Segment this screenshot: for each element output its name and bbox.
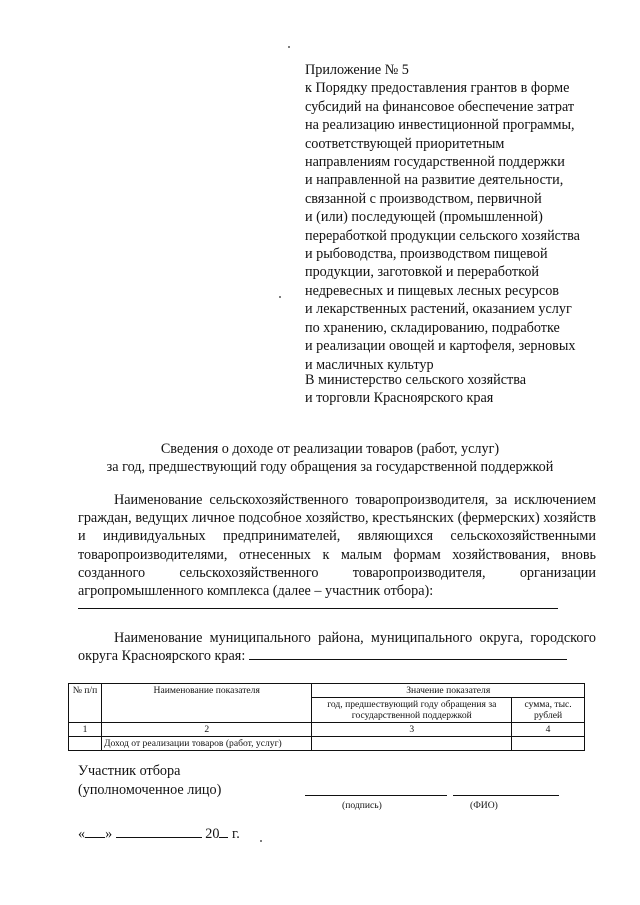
municipality-fill-line[interactable]	[249, 647, 567, 660]
appendix-line: продукции, заготовкой и переработкой	[305, 264, 539, 281]
appendix-line: и рыбоводства, производством пищевой	[305, 246, 548, 263]
appendix-line: переработкой продукции сельского хозяйства	[305, 227, 580, 244]
year-suffix: г.	[228, 826, 240, 842]
date-line	[78, 826, 240, 843]
appendix-line: недревесных и пищевых лесных ресурсов	[305, 282, 559, 299]
appendix-line: и реализации овощей и картофеля, зерновых	[305, 338, 576, 355]
row-year-cell[interactable]	[312, 737, 512, 751]
row-label-cell: Доход от реализации товаров (работ, услуг)	[101, 737, 312, 751]
year-prefix: 20	[205, 826, 220, 842]
addressee-line: и торговли Красноярского края	[305, 390, 494, 407]
date-close-quote: »	[105, 826, 113, 842]
appendix-line: и лекарственных растений, оказанием услуг	[305, 301, 572, 318]
signatory-line-1: Участник отбора	[78, 763, 181, 779]
header-num: № п/п	[69, 684, 102, 723]
month-fill-line[interactable]	[116, 826, 202, 838]
document-title	[60, 440, 600, 477]
appendix-line: субсидий на финансовое обеспечение затрат	[305, 98, 575, 115]
appendix-line: соответствующей приоритетным	[305, 135, 505, 152]
appendix-block	[305, 61, 605, 374]
index-cell: 3	[312, 723, 512, 737]
fio-fill-line[interactable]	[453, 795, 559, 796]
date-open-quote: «	[78, 826, 86, 842]
header-value: Значение показателя	[312, 684, 585, 698]
addressee-block	[305, 371, 605, 408]
appendix-line: по хранению, складированию, подработке	[305, 319, 560, 336]
appendix-line: связанной с производством, первичной	[305, 190, 542, 207]
signatory-block	[78, 762, 338, 800]
addressee-line: В министерство сельского хозяйства	[305, 372, 527, 388]
title-line-2: за год, предшествующий году обращения за государственной поддержкой	[106, 459, 554, 476]
header-year: год, предшествующий году обращения за государственной поддержкой	[312, 698, 512, 723]
scan-speck	[288, 46, 290, 48]
municipality-label: Наименование муниципального района, муниципального округа, городского округа Красноярского края:	[78, 630, 596, 665]
appendix-line: на реализацию инвестиционной программы,	[305, 117, 575, 134]
appendix-line: и (или) последующей (промышленной)	[305, 209, 543, 226]
income-table	[68, 683, 585, 751]
appendix-line: Приложение № 5	[305, 62, 409, 78]
appendix-line: и направленной на развитие деятельности,	[305, 172, 564, 189]
header-sum: сумма, тыс. рублей	[512, 698, 585, 723]
signature-fill-line[interactable]	[305, 795, 447, 796]
appendix-line: направлениям государственной поддержки	[305, 154, 565, 171]
scan-speck	[279, 296, 281, 298]
title-line-1: Сведения о доходе от реализации товаров (работ, услуг)	[160, 441, 500, 457]
appendix-line: и масличных культур	[305, 356, 434, 373]
row-sum-cell[interactable]	[512, 737, 585, 751]
appendix-line: к Порядку предоставления грантов в форме	[305, 80, 570, 97]
day-fill-line[interactable]	[85, 826, 105, 838]
applicant-name-fill-line[interactable]	[78, 608, 558, 609]
signatory-line-2: (уполномоченное лицо)	[78, 782, 222, 798]
scan-speck	[260, 840, 262, 842]
index-cell: 1	[69, 723, 102, 737]
index-cell: 2	[101, 723, 312, 737]
index-cell: 4	[512, 723, 585, 737]
fio-caption: (ФИО)	[470, 800, 498, 811]
row-num-cell[interactable]	[69, 737, 102, 751]
applicant-name-paragraph: Наименование сельскохозяйственного товаропроизводителя, за исключением граждан, ведущих личное подсобное хозяйство, крестьянских (фермерских) хозяйств и индивидуальных предпринимателей, являющихся сельскохозяйственными товаропроизводителями, отнесенных к малым формам хозяйствования, вновь созданного сельскохозяйственного товаропроизводителя, организации агропромышленного комплекса (далее – участник отбора):	[78, 492, 596, 600]
signature-caption: (подпись)	[342, 800, 382, 811]
municipality-paragraph	[78, 629, 596, 665]
header-indicator: Наименование показателя	[101, 684, 312, 723]
